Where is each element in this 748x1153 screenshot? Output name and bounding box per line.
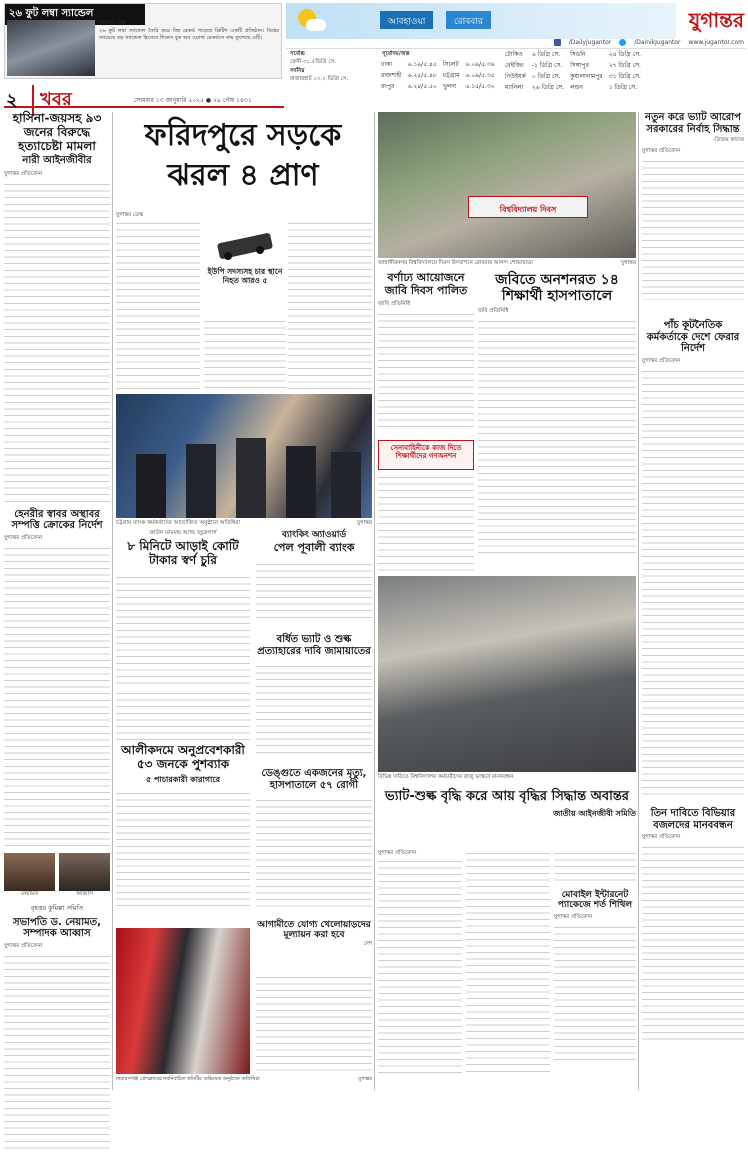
weather-panel: [286, 3, 676, 39]
facebook-icon: [554, 39, 561, 46]
bottom-photo-caption: নারায়ণগঞ্জ প্রেসক্লাবের নবনির্বাচিত কমিটির অভিষেক অনুষ্ঠানে অতিথিরা: [116, 1076, 260, 1082]
new-vat-text: [642, 158, 744, 300]
portrait-neyamat: [4, 853, 55, 891]
story-vat: [256, 634, 372, 764]
three-demands-text: [642, 844, 744, 1044]
caption-abbas: আব্বাস: [76, 890, 93, 897]
lead-headline-line2: ঝরল ৪ প্রাণ: [167, 158, 319, 193]
dengue-headline: ডেঙ্গুতে একজনের মৃত্যু, হাসপাতালে ৫৭ রোগী: [261, 768, 367, 791]
headline-hasina-sub: নারী আইনজীবীর: [22, 155, 92, 167]
min-temp-label: সর্বনিম্ন: [290, 68, 305, 74]
alikadam-sub: ৫ পাচারকারী কারাগারে: [146, 774, 220, 784]
weather-label: আবহাওয়া: [380, 11, 433, 29]
story-mobile-internet: [554, 850, 636, 1074]
world-temp-table: টোকিও ৬ ডিগ্রি সে. সিডনি ২৪ ডিগ্রি সে. বেইজিং -১ ডিগ্রি সে. সিঙ্গাপুর ২৭ ডিগ্রি সে. নিউইয়র্ক ০ ডিগ্রি সে. কুয়ালালামপুর ৩১ ডিগ্রি সে. ম্যানিলা ২৬ ডিগ্রি সে. লন্ডন ১ ডিগ্রি সে.: [505, 51, 641, 91]
banking-headline: পেল পূবালী ব্যাংক: [273, 541, 355, 555]
jabi-photo: [378, 112, 636, 258]
promo-text: ২৬ ফুট লম্বা স্যান্ডেল তৈরি করে বিশ্ব রেকর্ড গড়েছে ব্রিটিশ একটি প্রতিষ্ঠান। বিশ্বের সবচেয়ে বড় স্যান্ডেল হিসেবে গিনেস বুক অব ওয়ার্ল্ড রেকর্ডসে নাম তুলেছে এটি।: [99, 28, 279, 41]
story-jabi-day: [378, 272, 474, 438]
new-vat-headline: নতুন করে ভ্যাট আরোপ সরকারের নির্বাহ সিদ্ধান্ত: [645, 112, 741, 135]
website-link[interactable]: www.jugantor.com: [688, 38, 744, 46]
lead-photo-credit: যুগান্তর: [356, 520, 372, 526]
alikadam-headline: আলীকদমে অনুপ্রবেশকারী ৫৩ জনকে পুশব্যাক: [121, 743, 245, 771]
mobile-credit: যুগান্তর প্রতিবেদন: [554, 913, 593, 920]
jabi-day-headline: বর্ণাঢ্য আয়োজনে জাবি দিবস পালিত: [384, 271, 468, 297]
vat-headline: বর্ধিত ভ্যাট ও শুল্ক প্রত্যাহারের দাবি জামায়াতের: [257, 634, 371, 657]
bottom-photo: [116, 928, 250, 1074]
banking-text: [256, 561, 372, 621]
story-jobi-hunger: [478, 272, 636, 572]
jobi-headline: জবিতে অনশনরত ১৪ শিক্ষার্থী হাসপাতালে: [495, 272, 619, 305]
left-column: [4, 112, 110, 1090]
lead-graphic-text: ইউপি সদস্যসহ চার স্থানে নিহত আরও ৫: [207, 267, 283, 285]
weather-day: রোববার: [446, 11, 491, 29]
three-demands-credit: যুগান্তর প্রতিবেদন: [642, 834, 681, 840]
jabi-banner-text: বিশ্ববিদ্যালয় দিবস: [499, 205, 557, 214]
lead-text-col3: [204, 318, 286, 390]
players-text: [256, 974, 372, 1074]
lead-photo-caption: চট্টগ্রাম ব্যাংক কর্মকর্তাদের আয়োজিত অনুষ্ঠানে অতিথিরা: [116, 520, 241, 526]
jobi-text-cont: [378, 474, 474, 572]
vat-text: [256, 663, 372, 753]
page-number: ২: [6, 90, 18, 111]
newspaper-logo: যুগান্তর: [688, 8, 744, 32]
gold-text: [116, 574, 250, 684]
social-handle-2[interactable]: /DainikJugantor: [634, 38, 681, 46]
portrait-abbas: [59, 853, 110, 891]
vat-lawyers-headline: ভ্যাট-শুল্ক বৃদ্ধি করে আয় বৃদ্ধির সিদ্ধান্ত অবান্তর: [385, 789, 629, 804]
gold-headline: ৮ মিনিটে আড়াই কোটি টাকার স্বর্ণ চুরি: [127, 539, 239, 567]
jabi-day-text: [378, 311, 474, 429]
max-temp-label: সর্বোচ্চ: [290, 51, 305, 57]
story-diplomats: [642, 320, 744, 820]
promo-image: [7, 20, 95, 76]
weather-data: [286, 48, 746, 91]
vat-lawyers-sub: জাতীয় আইনজীবী সমিতি: [553, 808, 636, 818]
dengue-text: [256, 797, 372, 907]
protest-photo: [378, 576, 636, 772]
new-vat-sub: -গ্রিজম কাদের: [713, 137, 744, 143]
social-handle-1[interactable]: /Dailyjugantor: [568, 38, 612, 46]
promo-box: [4, 3, 282, 79]
credit-hasina: যুগান্তর প্রতিবেদন: [4, 170, 43, 177]
jabi-photo-caption: জাহাঙ্গীরনগর বিশ্ববিদ্যালয়ে দিবস উদযাপনে রোববার আনন্দ শোভাযাত্রা: [378, 260, 533, 266]
jobi-box-text: সেনাবাহিনীকে কাজ দিতে শিক্ষার্থীদের গণঅনশন: [390, 444, 462, 461]
lead-credit: যুগান্তর ডেস্ক: [116, 212, 144, 218]
portrait-row: [4, 853, 110, 899]
diplomats-headline: পাঁচ কূটনৈতিক কর্মকর্তাকে দেশে ফেরার নির্দেশ: [646, 320, 740, 354]
gold-text-cont: [116, 690, 250, 740]
lead-headline-line1: ফরিদপুরে সড়কে: [144, 118, 342, 153]
social-bar: [520, 36, 744, 48]
lead-text-col1: [116, 220, 200, 390]
alikadam-text: [116, 790, 250, 910]
story-vat-lawyers: [378, 790, 636, 850]
vat-lawyers-credit: যুগান্তর প্রতিবেদন: [378, 850, 417, 856]
new-vat-credit: যুগান্তর প্রতিবেদন: [642, 148, 681, 154]
promo-title: ২৬ ফুট লম্বা স্যান্ডেল: [5, 4, 145, 25]
twitter-icon: [619, 39, 626, 46]
jobi-box: [378, 440, 474, 470]
headline-hasina: হাসিনা-জয়সহ ৯৩ জনের বিরুদ্ধে হত্যাচেষ্টা মামলা: [12, 111, 102, 153]
three-demands-headline: তিন দাবিতে বিভিয়ার বজলদের মানববন্ধন: [650, 808, 736, 831]
story-dengue: [256, 768, 372, 918]
lead-headline: [116, 116, 370, 208]
story-three-demands: [642, 808, 744, 1074]
story-hasina-text: [4, 181, 110, 503]
section-name: খবর: [32, 85, 72, 116]
diplomats-credit: যুগান্তর প্রতিবেদন: [642, 357, 681, 364]
diplomats-text: [642, 368, 744, 798]
jobi-text: [478, 318, 636, 558]
bottom-photo-credit: যুগান্তর: [358, 1076, 372, 1082]
story-henry-text: [4, 545, 110, 847]
jabi-day-credit: জাবি প্রতিনিধি: [378, 301, 411, 308]
jobi-credit: জবি প্রতিনিধি: [478, 308, 509, 315]
story-alikadam: [116, 744, 250, 924]
jabi-photo-credit: যুগান্তর: [620, 260, 636, 266]
story-banking-award: [256, 530, 372, 630]
lead-text-col2: [288, 220, 372, 390]
bus-icon: [214, 232, 276, 260]
banking-kicker: ব্যাংকিং অ্যাওয়ার্ড: [281, 530, 347, 540]
protest-photo-caption: বিভিন্ন দাবিতে বিশ্ববিদ্যালয় কর্মচারীদের রাজু ভাস্কর্যে মানববন্ধন: [378, 774, 514, 780]
story-new-vat: [642, 112, 744, 316]
credit-henry: যুগান্তর প্রতিবেদন: [4, 534, 43, 541]
gold-kicker: ক্রাউন ডায়মন্ড অ্যান্ড জুয়েলার্স: [149, 530, 217, 536]
mobile-text-top: [554, 850, 636, 886]
story-comilla-text: [4, 953, 110, 1153]
vat-lawyers-col2: [466, 850, 550, 1074]
sun-cloud-icon: [296, 7, 324, 35]
mobile-text: [554, 924, 636, 1064]
max-temp-value: ফেনী ৩১.৫ডিগ্রি সে.: [290, 59, 336, 65]
local-sun-table: ঢাকা ৬.১৯/৫.৪৫ সিলেট ৬.০৯/৫.৩৬ রাজশাহী ৬.২৫/৫.৪৮ চট্টগ্রাম ৬.০৯/৫.৩৫ রংপুর ৬.২৪/৫.৫০ খুলনা ৬.১৫/৫.৩২: [381, 61, 495, 90]
org-name: বৃহত্তর কুমিল্লা সমিতি: [30, 903, 84, 912]
story-gold-theft: [116, 530, 250, 690]
mobile-headline: মোবাইল ইন্টারনেট প্যাকেজে শর্ত শিথিল: [557, 890, 633, 911]
promo-credit: যুগান্তর ডেস্ক: [99, 20, 127, 26]
vat-lawyers-col1: [378, 858, 462, 1074]
min-temp-value: রাজারহাট ১০.২ ডিগ্রি সে.: [290, 76, 349, 82]
page-date: সোমবার ১৩ জানুয়ারি ২০২৫ ● ২৯ পৌষ ১৪৩১: [134, 97, 252, 104]
caption-neyamat: নেয়ামত: [20, 890, 39, 897]
sun-header: সূর্যোদয়/অস্ত: [382, 51, 410, 57]
headline-comilla: সভাপতি ড. নেয়ামত, সম্পাদক আব্বাস: [13, 916, 101, 940]
lead-photo: [116, 394, 372, 518]
jabi-banner: [468, 196, 588, 218]
players-headline: আগামীতে যোগ্য খেলোয়াড়দের মূল্যায়ন করা হবে: [257, 920, 371, 941]
players-credit: দেশ: [363, 940, 372, 947]
credit-comilla: যুগান্তর প্রতিবেদন: [4, 942, 43, 949]
headline-henry: হেনরীর স্বাবর অস্থাবর সম্পত্তি ক্রোকের নির্দেশ: [11, 508, 103, 532]
story-players: [256, 920, 372, 970]
section-bar: [4, 86, 284, 111]
lead-graphic: [204, 226, 286, 316]
